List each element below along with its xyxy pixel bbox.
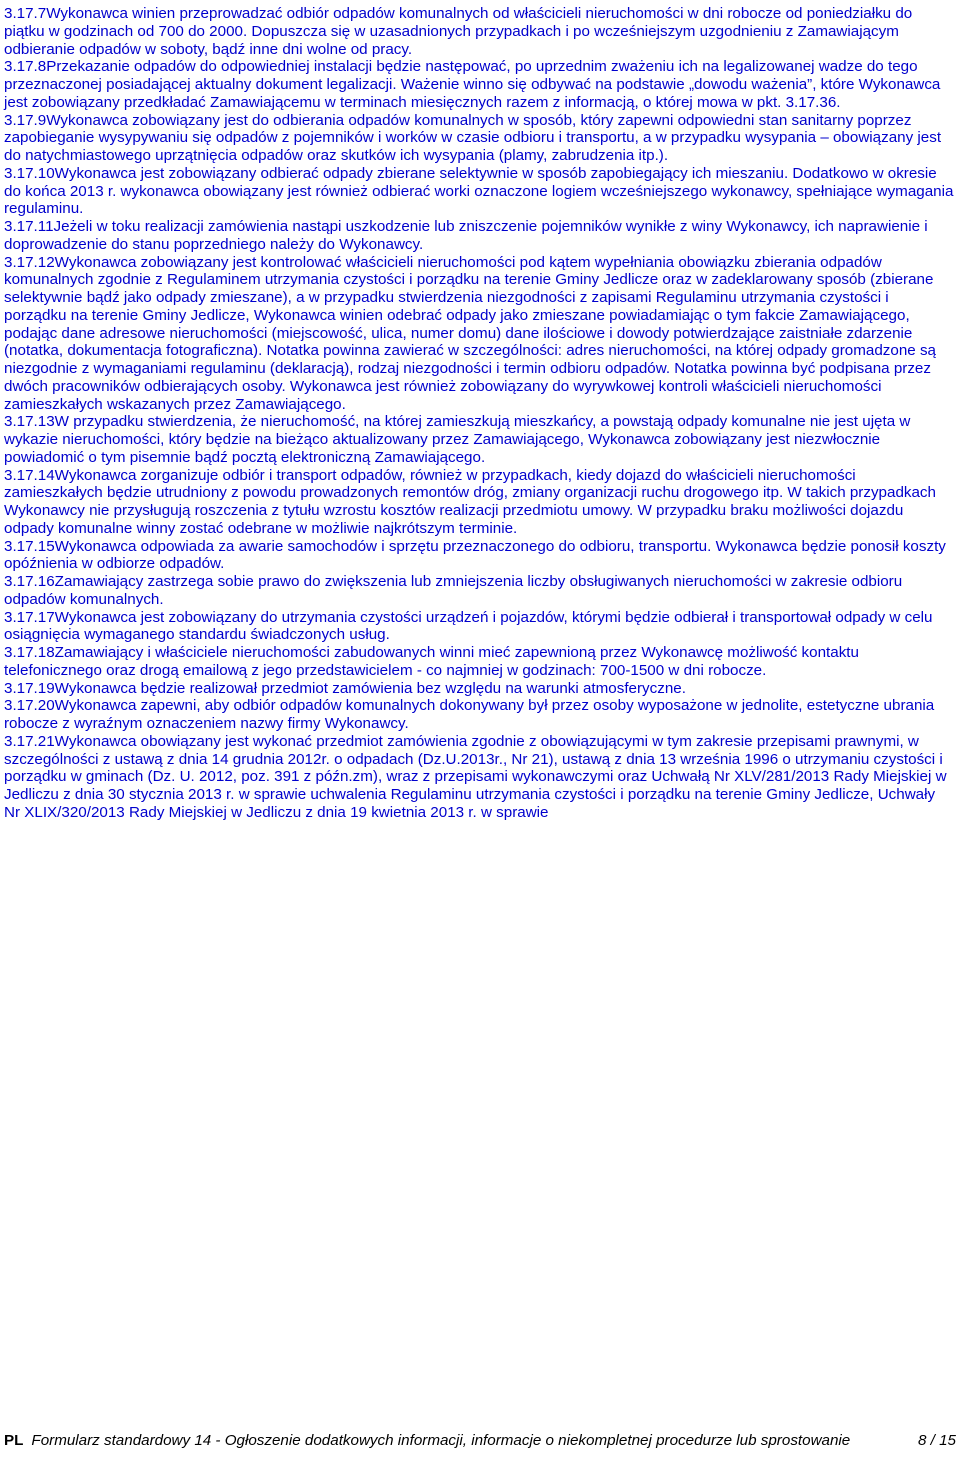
paragraph-3-17-18: 3.17.18Zamawiający i właściciele nieruchomości zabudowanych winni mieć zapewnioną przez Wykonawcę możliwość kontaktu telefonicznego oraz drogą emailową z jego przedstawicielem - co najmniej w godzinach: 700-1500 w dni robocze. xyxy=(4,644,859,679)
paragraph-3-17-16: 3.17.16Zamawiający zastrzega sobie prawo do zwiększenia lub zmniejszenia liczby obsługiwanych nieruchomości w zakresie odbioru odpadów komunalnych. xyxy=(4,573,903,608)
paragraph-3-17-20: 3.17.20Wykonawca zapewni, aby odbiór odpadów komunalnych dokonywany był przez osoby wyposażone w jednolite, estetyczne ubrania robocze z wyraźnym oznaczeniem nazwy firmy Wykonawcy. xyxy=(4,697,935,732)
paragraph-3-17-15: 3.17.15Wykonawca odpowiada za awarie samochodów i sprzętu przeznaczonego do odbioru, transportu. Wykonawca będzie ponosił koszty opóźnienia w odbiorze odpadów. xyxy=(4,537,946,573)
paragraph-3-17-8: 3.17.8Przekazanie odpadów do odpowiedniej instalacji będzie następować, po uprzednim zważeniu ich na legalizowanej wadze do tego przeznaczonej posiadającej aktualny dokument legalizacji. Ważenie winno się odbywać na podstawie „dowodu ważenia”, które Wykonawca jest zobowiązany przedkładać Zamawiającemu w terminach miesięcznych razem z informacją, o której mowa w pkt. 3.17.36. xyxy=(4,58,941,111)
page-footer xyxy=(4,1432,956,1450)
paragraph-3-17-19: 3.17.19Wykonawca będzie realizował przedmiot zamówienia bez względu na warunki atmosferyczne. xyxy=(4,679,686,697)
document-body xyxy=(4,5,954,822)
paragraph-3-17-17: 3.17.17Wykonawca jest zobowiązany do utrzymania czystości urządzeń i pojazdów, którymi będzie odbierał i transportował odpady w celu osiągnięcia wymaganego standardu świadczonych usług. xyxy=(4,608,933,644)
footer-form-title: Formularz standardowy 14 - Ogłoszenie dodatkowych informacji, informacje o niekompletnej procedurze lub sprostowanie xyxy=(31,1432,851,1449)
paragraph-3-17-21: 3.17.21Wykonawca obowiązany jest wykonać przedmiot zamówienia zgodnie z obowiązującymi w tym zakresie przepisami prawnymi, w szczególności z ustawą z dnia 14 grudnia 2012r. o odpadach (Dz.U.2013r., Nr 21), ustawą z dnia 13 września 1996 o utrzymaniu czystości i porządku w gminach (Dz. U. 2012, poz. 391 z późn.zm), wraz z przepisami wykonawczymi oraz Uchwałą Nr XLV/281/2013 Rady Miejskiej w Jedliczu z dnia 30 stycznia 2013 r. w sprawie uchwalenia Regulaminu utrzymania czystości i porządku na terenie Gminy Jedlicze, Uchwały Nr XLIX/320/2013 Rady Miejskiej w Jedliczu z dnia 19 kwietnia 2013 r. w sprawie xyxy=(4,732,947,821)
paragraph-3-17-14: 3.17.14Wykonawca zorganizuje odbiór i transport odpadów, również w przypadkach, kiedy dojazd do właścicieli nieruchomości zamieszkałych będzie utrudniony z powodu prowadzonych remontów dróg, zmiany organizacji ruchu drogowego itp. W takich przypadkach Wykonawcy nie przysługują roszczenia z tytułu wzrostu kosztów realizacji przedmiotu umowy. W przypadku braku możliwości dojazdu odpady komunalne winny zostać odebrane w możliwie najkrótszym terminie. xyxy=(4,466,936,537)
paragraph-3-17-12: 3.17.12Wykonawca zobowiązany jest kontrolować właścicieli nieruchomości pod kątem wypełniania obowiązku zbierania odpadów komunalnych zgodnie z Regulaminem utrzymania czystości i porządku na terenie Gminy Jedlicze oraz w zadeklarowany sposób (zbierane selektywnie bądź jako odpady zmieszane), a w przypadku stwierdzenia niezgodności z zapisami Regulaminu utrzymania czystości i porządku na terenie Gminy Jedlicze, Wykonawca winien odebrać odpady jako zmieszane powiadamiając o tym fakcie Zamawiającego, podając dane adresowe nieruchomości (miejscowość, ulica, numer domu) dane ilościowe i dowody potwierdzające zaistniałe zdarzenie (notatka, dokumentacja fotograficzna). Notatka powinna zawierać w szczególności: adres nieruchomości, na której odpady gromadzone są niezgodnie z wymaganiami regulaminu (deklaracją), rodzaj niezgodności i termin odbioru odpadów. Notatka powinna być podpisana przez dwóch pracowników odbierających osoby. Wykonawca jest również zobowiązany do wyrywkowej kontroli właścicieli nieruchomości zamieszkałych wskazanych przez Zamawiającego. xyxy=(4,253,936,413)
page-number: 8 / 15 xyxy=(918,1432,956,1449)
paragraph-3-17-9: 3.17.9Wykonawca zobowiązany jest do odbierania odpadów komunalnych w sposób, który zapewni odpowiedni stan sanitarny poprzez zapobieganie wysypywaniu się odpadów z pojemników i worków w czasie odbioru i transportu, a w przypadku wysypania – obowiązany jest do natychmiastowego uprzątnięcia odpadów oraz skutków ich wysypania (plamy, zabrudzenia itp.). xyxy=(4,111,942,164)
paragraph-3-17-7: 3.17.7Wykonawca winien przeprowadzać odbiór odpadów komunalnych od właścicieli nieruchomości w dni robocze od poniedziałku do piątku w godzinach od 700 do 2000. Dopuszcza się w uzasadnionych przypadkach i po wcześniejszym uzgodnieniu z Zamawiającym odbieranie odpadów w soboty, bądź inne dni wolne od pracy. xyxy=(4,5,913,58)
footer-language-code: PL xyxy=(4,1432,24,1449)
paragraph-3-17-13: 3.17.13W przypadku stwierdzenia, że nieruchomość, na której zamieszkują mieszkańcy, a powstają odpady komunalne nie jest ujęta w wykazie nieruchomości, który będzie na bieżąco aktualizowany przez Zamawiającego, Wykonawca zobowiązany jest niezwłocznie powiadomić o tym pisemnie bądź pocztą elektroniczną Zamawiającego. xyxy=(4,413,911,466)
paragraph-3-17-10: 3.17.10Wykonawca jest zobowiązany odbierać odpady zbierane selektywnie w sposób zapobiegający ich mieszaniu. Dodatkowo w okresie do końca 2013 r. wykonawca obowiązany jest również odbierać worki oznaczone logiem wcześniejszego wykonawcy, spełniające wymagania regulaminu. xyxy=(4,164,954,218)
footer-text xyxy=(4,1432,884,1450)
paragraph-3-17-11: 3.17.11Jeżeli w toku realizacji zamówienia nastąpi uszkodzenie lub zniszczenie pojemników wynikłe z winy Wykonawcy, ich naprawienie i doprowadzenie do stanu poprzedniego należy do Wykonawcy. xyxy=(4,218,928,253)
